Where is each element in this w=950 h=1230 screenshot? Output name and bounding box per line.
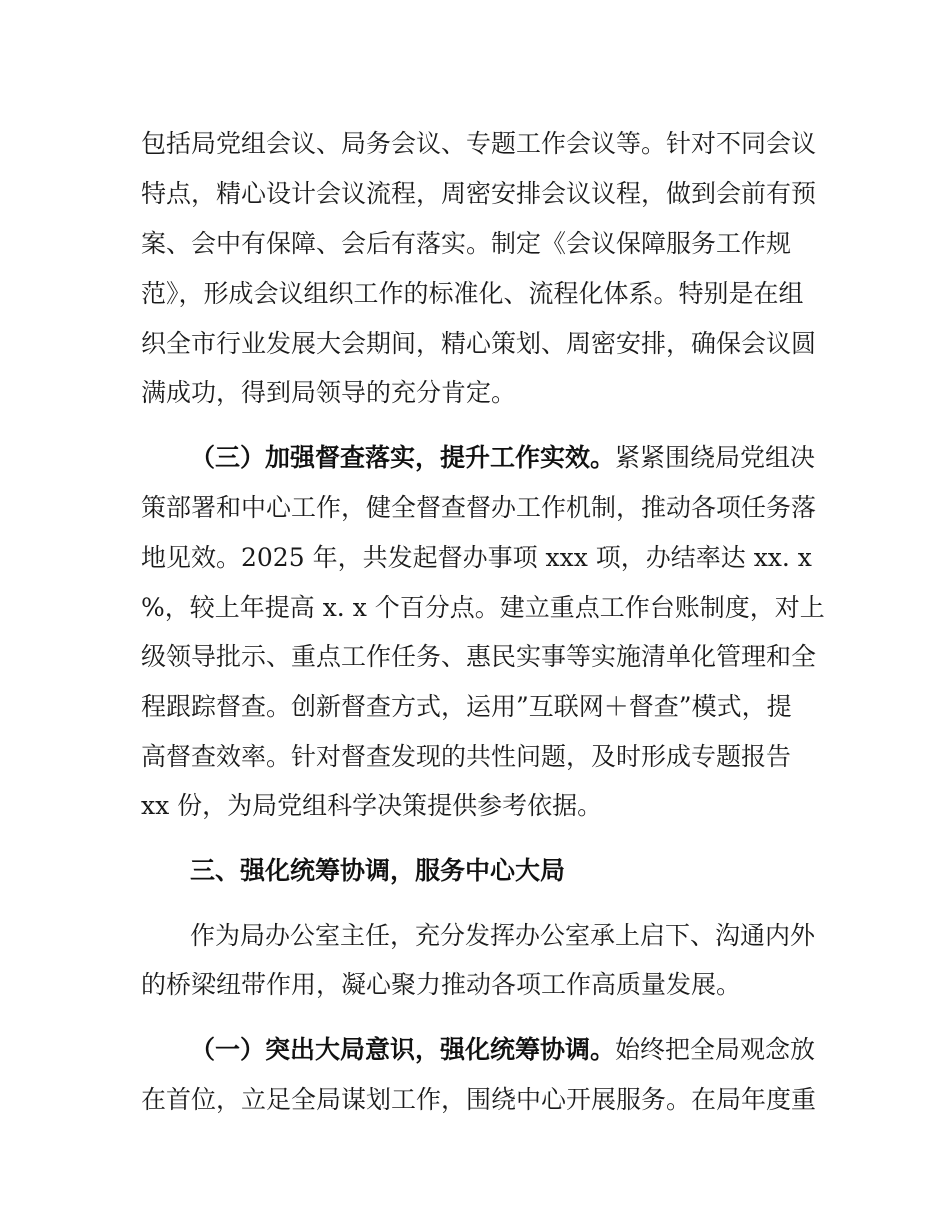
text-line: 满成功，得到局领导的充分肯定。 (141, 378, 517, 407)
text-run: 始终把全局观念放 (615, 1035, 816, 1064)
text-line: 包括局党组会议、局务会议、专题工作会议等。针对不同会议 (141, 129, 817, 158)
paragraph-first-line (190, 1034, 815, 1066)
text-line: xx 份，为局党组科学决策提供参考依据。 (141, 791, 603, 820)
text-line: 高督查效率。针对督查发现的共性问题，及时形成专题报告 (141, 742, 792, 771)
text-line: 地见效。2025 年，共发起督办事项 xxx 项，办结率达 xx. x (141, 543, 812, 572)
text-line: 作为局办公室主任，充分发挥办公室承上启下、沟通内外 (190, 921, 816, 950)
text-line: 范》，形成会议组织工作的标准化、流程化体系。特别是在组 (141, 279, 804, 308)
text-line: 策部署和中心工作，健全督查督办工作机制，推动各项任务落 (141, 493, 817, 522)
text-run: 紧紧围绕局党组决 (615, 443, 816, 472)
text-line: 案、会中有保障、会后有落实。制定《会议保障服务工作规 (141, 229, 792, 258)
section-heading: 三、强化统筹协调，服务中心大局 (190, 856, 566, 885)
paragraph-first-line (190, 442, 815, 474)
text-line: 特点，精心设计会议流程，周密安排会议议程，做到会前有预 (141, 179, 817, 208)
text-line: 程跟踪督查。创新督查方式，运用”互联网＋督查”模式，提 (141, 692, 792, 721)
text-line: %，较上年提高 x. x 个百分点。建立重点工作台账制度，对上 (141, 593, 825, 622)
subsection-heading: （三）加强督查落实，提升工作实效。 (190, 443, 616, 472)
text-line: 在首位，立足全局谋划工作，围绕中心开展服务。在局年度重 (141, 1085, 817, 1114)
subsection-heading: （一）突出大局意识，强化统筹协调。 (190, 1035, 616, 1064)
text-line: 的桥梁纽带作用，凝心聚力推动各项工作高质量发展。 (141, 970, 742, 999)
text-line: 织全市行业发展大会期间，精心策划、周密安排，确保会议圆 (141, 329, 817, 358)
text-line: 级领导批示、重点工作任务、惠民实事等实施清单化管理和全 (141, 642, 817, 671)
